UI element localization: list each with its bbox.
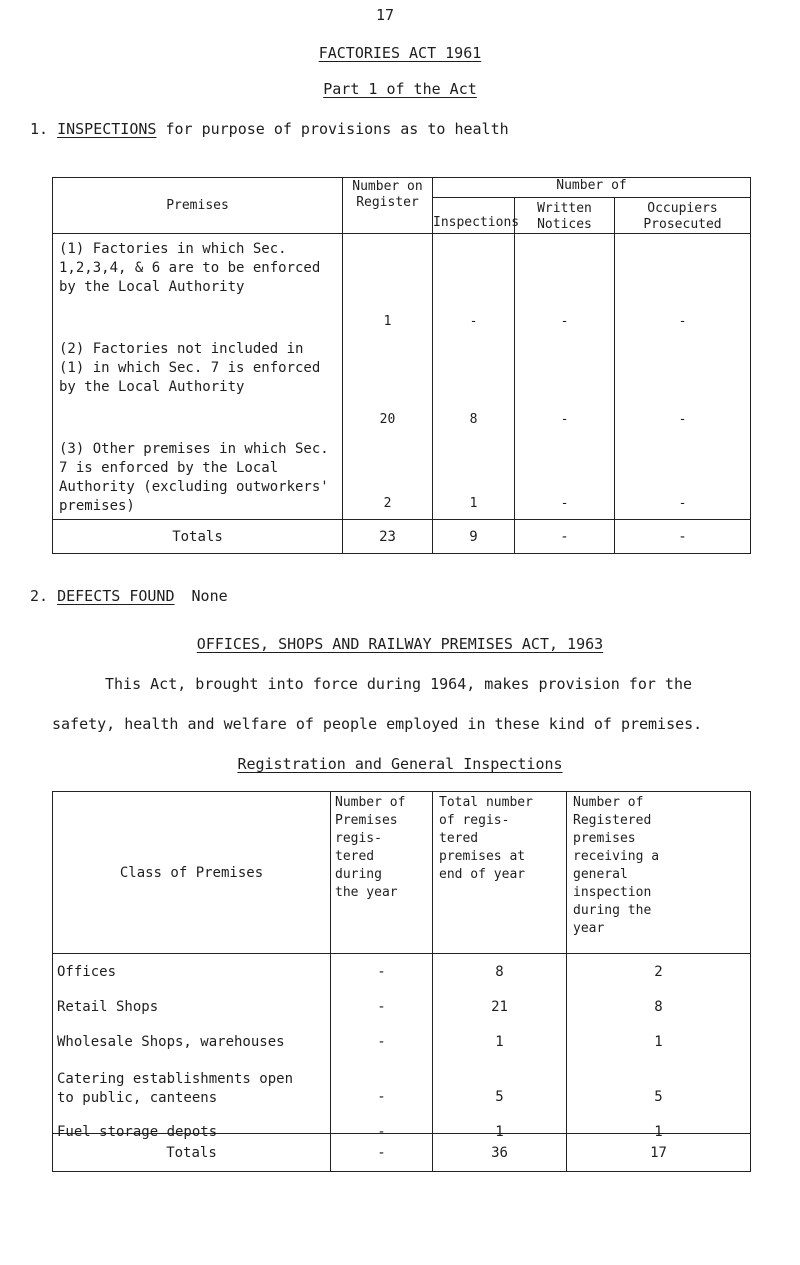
col-occupiers-prosecuted-header: Occupiers Prosecuted	[615, 198, 751, 234]
inspected-fuel: 1	[654, 1124, 663, 1140]
premises-cell	[53, 234, 343, 520]
register-cell	[343, 234, 433, 520]
totals-register: 23	[343, 520, 433, 554]
register-row-3: 2	[383, 496, 392, 511]
totals-notices: -	[515, 520, 615, 554]
inspections-row-2: 8	[469, 412, 478, 427]
section-1-heading	[30, 120, 509, 138]
inspections-row-3: 1	[469, 496, 478, 511]
factories-body-row	[53, 234, 751, 520]
col-number-of-header: Number of	[433, 178, 751, 198]
class-cell	[53, 954, 331, 1140]
notices-row-3: -	[560, 496, 569, 511]
section-2-number: 2.	[30, 587, 49, 605]
inspected-catering: 5	[654, 1089, 663, 1105]
premises-row-1-label: (1) Factories in which Sec. 1,2,3,4, & 6 are to be enforced by the Local Authority	[59, 241, 321, 295]
notices-row-2: -	[560, 412, 569, 427]
register-row-2: 20	[379, 412, 396, 427]
section-2-title: DEFECTS FOUND	[57, 587, 175, 605]
total-catering: 5	[495, 1089, 504, 1105]
col-written-notices-header: Written Notices	[515, 198, 615, 234]
prosecuted-row-3: -	[678, 496, 687, 511]
registration-body-row	[53, 954, 751, 1134]
class-row-fuel: Fuel storage depots	[57, 1124, 218, 1140]
factories-act-heading: FACTORIES ACT 1961	[318, 44, 482, 62]
total-fuel: 1	[495, 1124, 504, 1140]
notices-row-1: -	[560, 314, 569, 329]
reg-totals-during: -	[331, 1134, 433, 1172]
col-number-on-register-header	[343, 178, 433, 234]
col-premises-header: Premises	[53, 178, 343, 234]
paragraph-line-2: safety, health and welfare of people employed in these kind of premises.	[52, 715, 703, 733]
total-registered-cell	[433, 954, 567, 1140]
registered-during-cell	[331, 954, 433, 1140]
col-receiving-inspection-header: Number of Registered premises receiving a general inspection during the year	[567, 792, 751, 954]
total-wholesale: 1	[495, 1034, 504, 1050]
col-class-header: Class of Premises	[53, 792, 331, 954]
reg-during-fuel: -	[377, 1124, 386, 1140]
premises-row-3-label: (3) Other premises in which Sec. 7 is enforced by the Local Authority (excluding outworkers' premises)	[59, 441, 329, 514]
registration-table	[52, 791, 751, 1172]
register-row-1: 1	[383, 314, 392, 329]
class-row-offices: Offices	[57, 964, 117, 980]
reg-during-catering: -	[377, 1089, 386, 1105]
paragraph-line-1: This Act, brought into force during 1964, makes provision for the	[105, 675, 692, 693]
section-2-heading	[30, 587, 228, 605]
reg-totals-label: Totals	[53, 1134, 331, 1172]
total-retail: 21	[491, 999, 508, 1015]
reg-during-offices: -	[377, 964, 386, 980]
registration-subheading: Registration and General Inspections	[237, 755, 563, 773]
class-row-wholesale: Wholesale Shops, warehouses	[57, 1034, 285, 1050]
prosecuted-row-2: -	[678, 412, 687, 427]
notices-cell	[515, 234, 615, 520]
col-inspections-header: Inspections	[433, 198, 515, 234]
col-registered-during-header: Number of Premises regis- tered during the year	[331, 792, 433, 954]
col-total-registered-header: Total number of regis- tered premises at end of year	[433, 792, 567, 954]
section-1-description: for purpose of provisions as to health	[165, 120, 509, 138]
inspections-table	[52, 177, 751, 554]
part-1-subheading: Part 1 of the Act	[323, 80, 477, 98]
reg-during-retail: -	[377, 999, 386, 1015]
inspections-cell	[433, 234, 515, 520]
prosecuted-row-1: -	[678, 314, 687, 329]
offices-act-heading: OFFICES, SHOPS AND RAILWAY PREMISES ACT, 1963	[196, 635, 604, 653]
section-1-title: INSPECTIONS	[57, 120, 157, 138]
class-row-catering: Catering establishments open to public, canteens	[57, 1071, 294, 1106]
class-row-retail: Retail Shops	[57, 999, 159, 1015]
premises-row-2-label: (2) Factories not included in (1) in which Sec. 7 is enforced by the Local Authority	[59, 341, 321, 395]
totals-prosecuted: -	[615, 520, 751, 554]
reg-totals-inspected: 17	[567, 1134, 751, 1172]
section-2-value: None	[191, 587, 228, 605]
page-number: 17	[376, 6, 395, 24]
reg-during-wholesale: -	[377, 1034, 386, 1050]
inspected-wholesale: 1	[654, 1034, 663, 1050]
reg-totals-total: 36	[433, 1134, 567, 1172]
inspected-retail: 8	[654, 999, 663, 1015]
totals-label: Totals	[53, 520, 343, 554]
number-on-register-label: Number on Register	[352, 179, 423, 210]
inspected-cell	[567, 954, 751, 1140]
inspected-offices: 2	[654, 964, 663, 980]
inspections-row-1: -	[469, 314, 478, 329]
section-1-number: 1.	[30, 120, 49, 138]
total-offices: 8	[495, 964, 504, 980]
prosecuted-cell	[615, 234, 751, 520]
totals-inspections: 9	[433, 520, 515, 554]
factories-totals-row	[53, 520, 751, 554]
